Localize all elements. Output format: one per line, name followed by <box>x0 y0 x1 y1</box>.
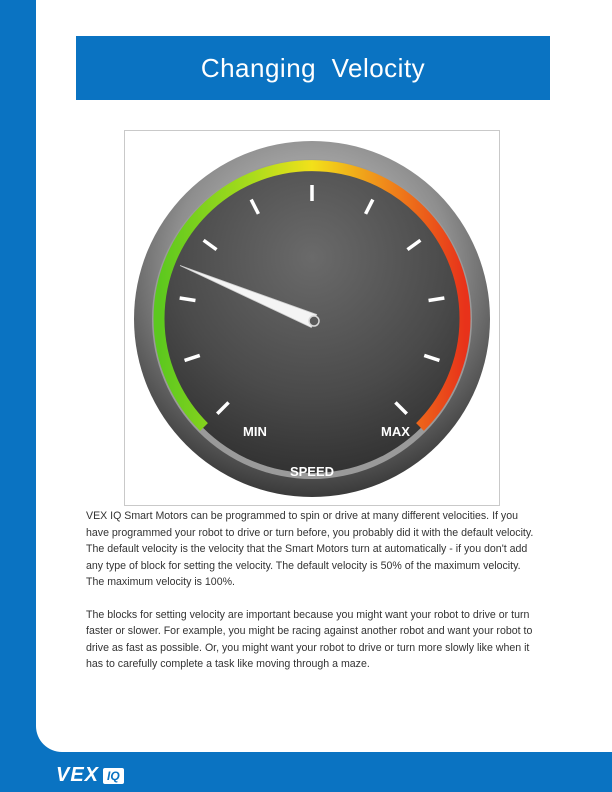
speed-gauge <box>125 131 499 505</box>
paragraph-velocity-blocks: The blocks for setting velocity are important because you might want your robot to drive or turn faster or slower. For example, you might be racing against another robot and want your robot to drive as fast as possible. Or, you might want your robot to drive or turn more slowly like when it has to carefully complete a task like moving through a maze. <box>86 608 533 670</box>
body-text <box>86 508 540 689</box>
paragraph-default-velocity: VEX IQ Smart Motors can be programmed to spin or drive at many different velocities. If you have programmed your robot to drive or turn before, you probably did it with the default velocity. The default velocity is the velocity that the Smart Motors turn at automatically - if you don't add any type of block for setting the velocity. The default velocity is 50% of the maximum velocity. The maximum velocity is 100%. <box>86 510 534 588</box>
speed-gauge-figure <box>124 130 500 506</box>
gauge-caption: SPEED <box>289 464 335 479</box>
vex-logo-text: VEX <box>56 764 100 786</box>
gauge-max-label: MAX <box>381 424 410 439</box>
gauge-tick <box>429 298 445 301</box>
gauge-needle-hub <box>309 316 319 326</box>
title-banner <box>76 36 550 100</box>
gauge-min-label: MIN <box>243 424 267 439</box>
iq-logo-badge: IQ <box>103 768 124 784</box>
vex-iq-logo <box>56 764 124 787</box>
gauge-tick <box>180 298 196 301</box>
page-title: Changing Velocity <box>200 52 426 83</box>
